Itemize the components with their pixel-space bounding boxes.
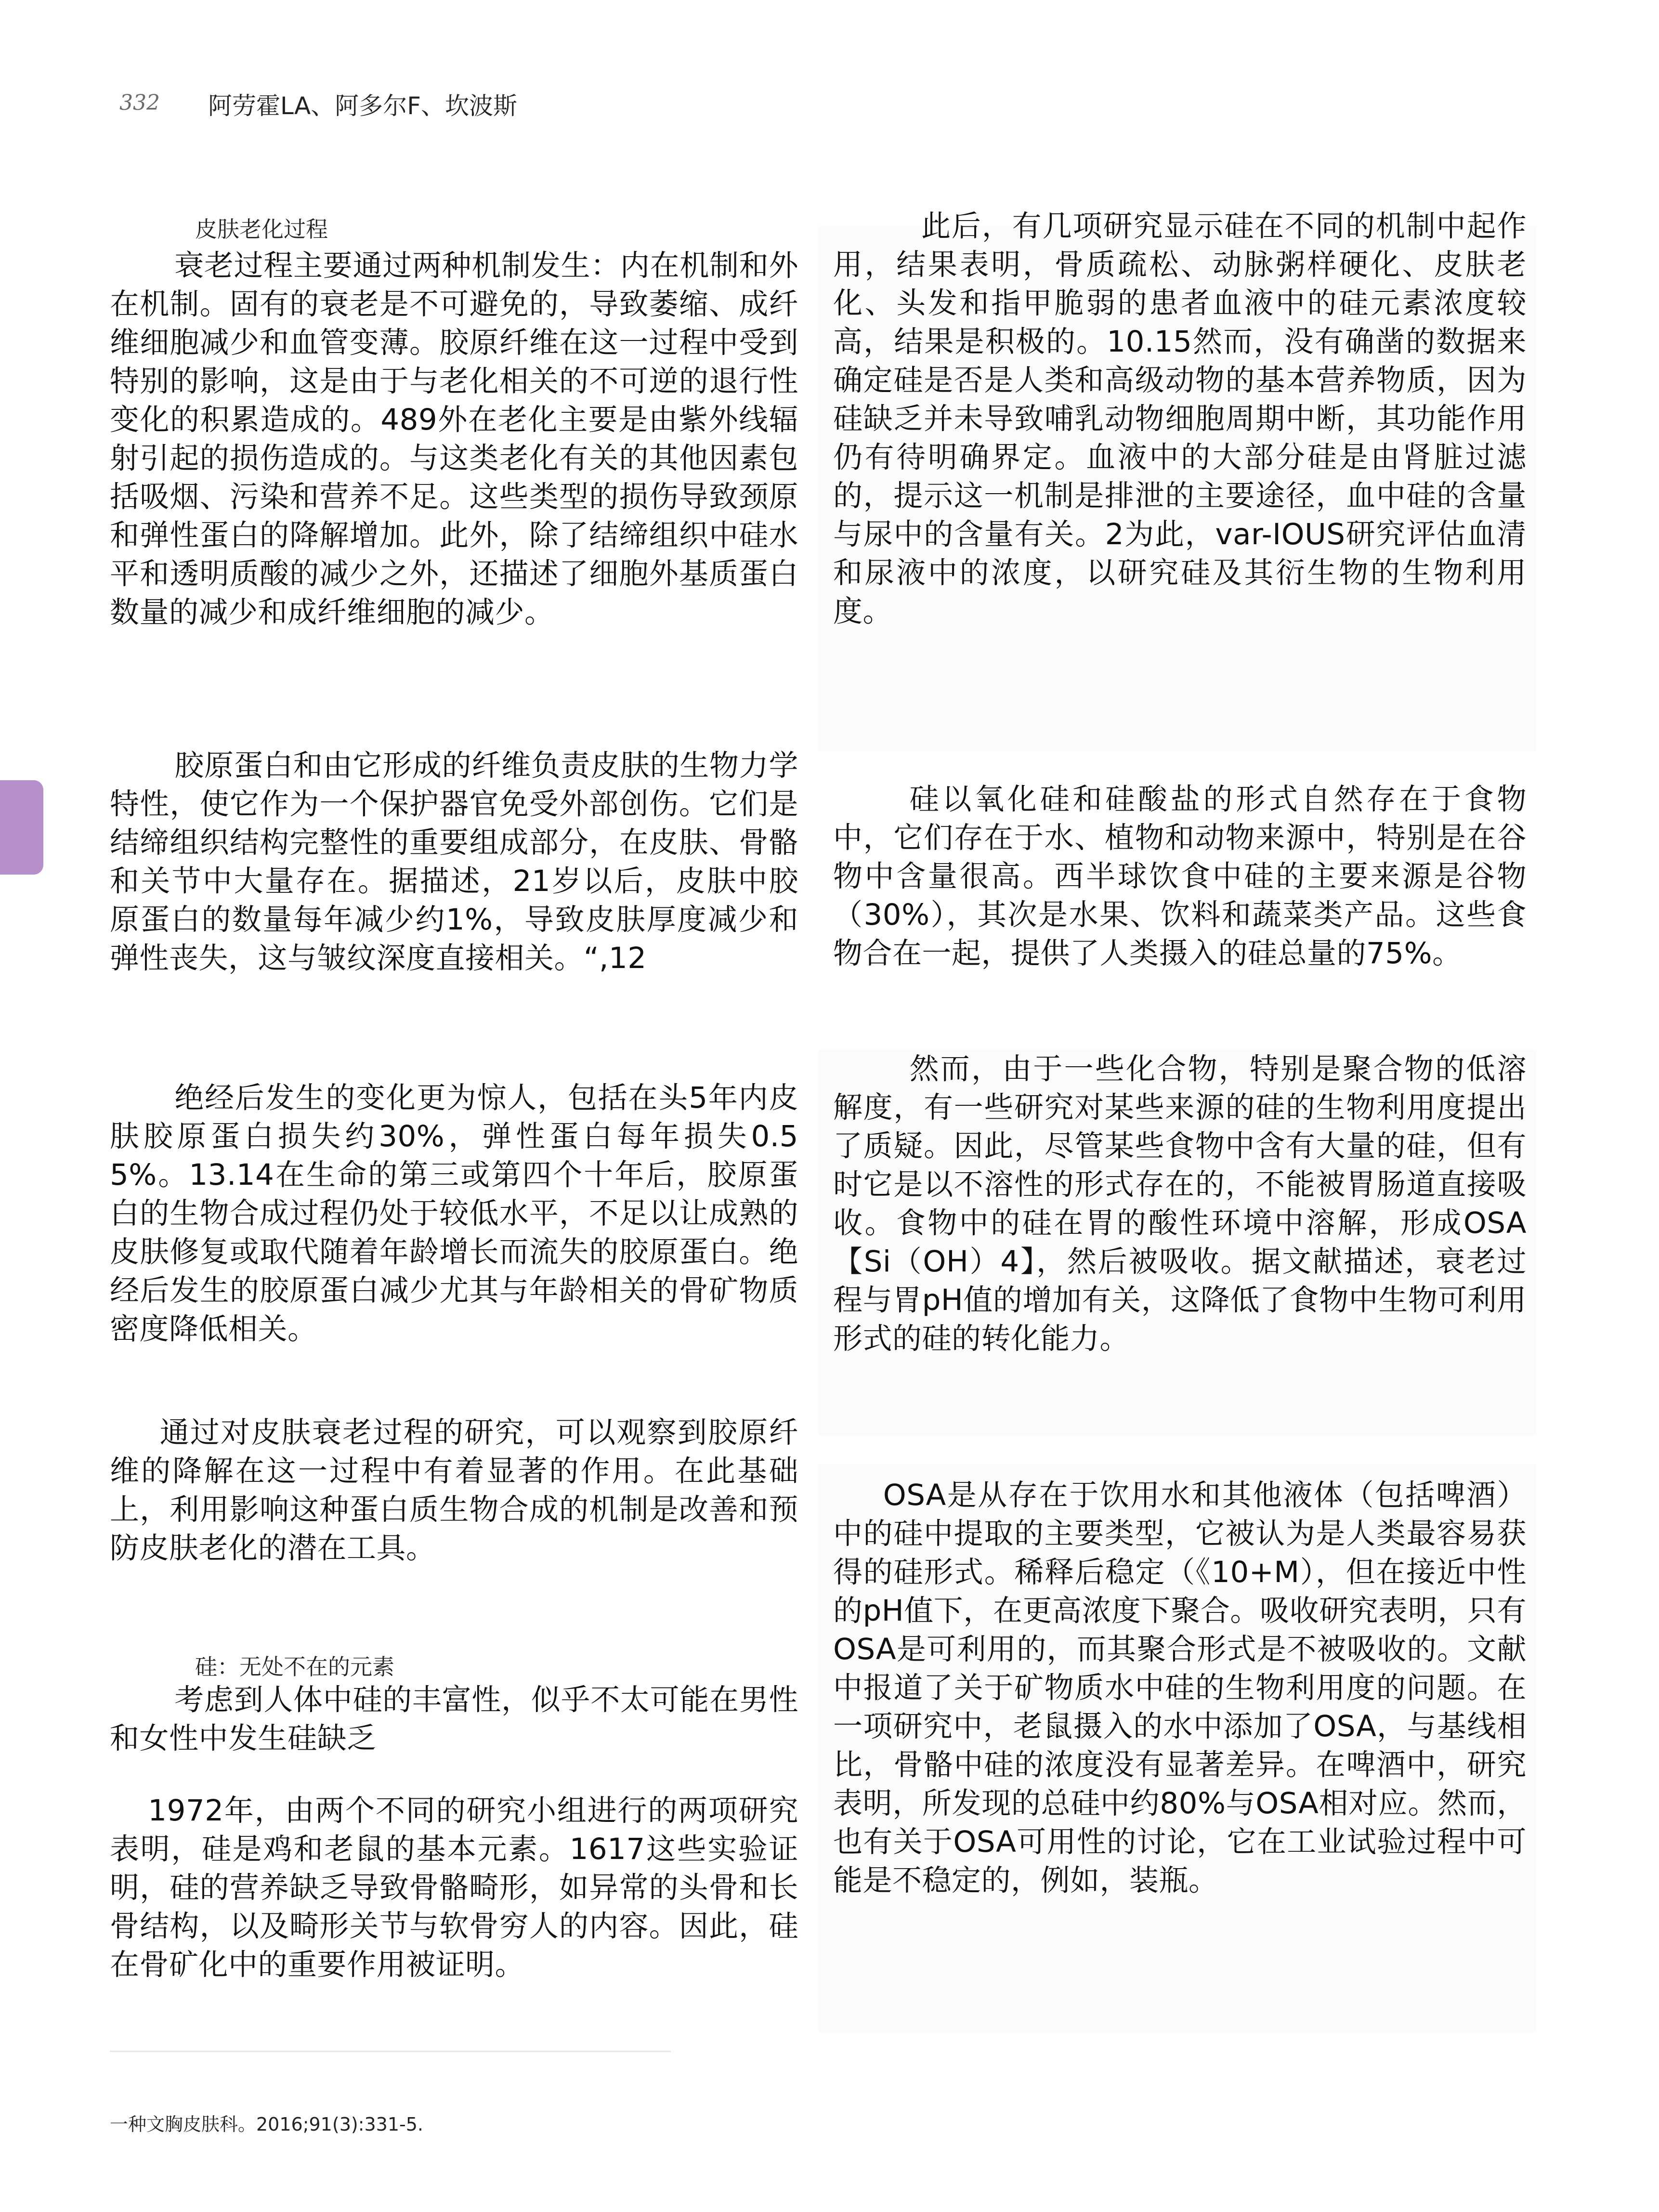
footer-citation: 一种文胸皮肤科。2016;91(3):331-5.: [110, 2114, 423, 2135]
footer-rule: [110, 2051, 671, 2052]
section-heading-skin-aging: 皮肤老化过程: [195, 216, 328, 242]
page-number: 332: [119, 91, 160, 115]
right-paragraph-1: 此后，有几项研究显示硅在不同的机制中起作用，结果表明，骨质疏松、动脉粥样硬化、皮肤老化、头发和指甲脆弱的患者血液中的硅元素浓度较高，结果是积极的。10.15然而，没有确凿的数据来确定硅是否是人类和高级动物的基本营养物质，因为硅缺乏并未导致哺乳动物细胞周期中断，其功能作用仍有待明确界定。血液中的大部分硅是由肾脏过滤的，提示这一机制是排泄的主要途径，血中硅的含量与尿中的含量有关。2为此，var-IOUS研究评估血清和尿液中的浓度，以研究硅及其衍生物的生物利用度。: [833, 209, 1527, 628]
left-paragraph-6: 1972年，由两个不同的研究小组进行的两项研究表明，硅是鸡和老鼠的基本元素。1617这些实验证明，硅的营养缺乏导致骨骼畸形，如异常的头骨和长骨结构，以及畸形关节与软骨穷人的内容。因此，硅在骨矿化中的重要作用被证明。: [110, 1793, 798, 1982]
section-side-tab: [0, 780, 43, 875]
left-paragraph-4: 通过对皮肤衰老过程的研究，可以观察到胶原纤维的降解在这一过程中有着显著的作用。在此基础上，利用影响这种蛋白质生物合成的机制是改善和预防皮肤老化的潜在工具。: [110, 1415, 798, 1565]
left-paragraph-1: 衰老过程主要通过两种机制发生：内在机制和外在机制。固有的衰老是不可避免的，导致萎缩、成纤维细胞减少和血管变薄。胶原纤维在这一过程中受到特别的影响，这是由于与老化相关的不可逆的退行性变化的积累造成的。489外在老化主要是由紫外线辐射引起的损伤造成的。与这类老化有关的其他因素包括吸烟、污染和营养不足。这些类型的损伤导致颈原和弹性蛋白的降解增加。此外，除了结缔组织中硅水平和透明质酸的减少之外，还描述了细胞外基质蛋白数量的减少和成纤维细胞的减少。: [110, 249, 798, 629]
left-paragraph-2: 胶原蛋白和由它形成的纤维负责皮肤的生物力学特性，使它作为一个保护器官免受外部创伤。它们是结缔组织结构完整性的重要组成部分，在皮肤、骨骼和关节中大量存在。据描述，21岁以后，皮肤中胶原蛋白的数量每年减少约1%，导致皮肤厚度减少和弹性丧失，这与皱纹深度直接相关。“,12: [110, 748, 798, 975]
running-head-authors: 阿劳霍LA、阿多尔F、坎波斯: [208, 92, 517, 120]
right-paragraph-3: 然而，由于一些化合物，特别是聚合物的低溶解度，有一些研究对某些来源的硅的生物利用度提出了质疑。因此，尽管某些食物中含有大量的硅，但有时它是以不溶性的形式存在的，不能被胃肠道直接吸收。食物中的硅在胃的酸性环境中溶解，形成OSA【Si（OH）4】，然后被吸收。据文献描述，衰老过程与胃pH值的增加有关，这降低了食物中生物可利用形式的硅的转化能力。: [833, 1052, 1527, 1356]
left-paragraph-3: 绝经后发生的变化更为惊人，包括在头5年内皮肤胶原蛋白损失约30%，弹性蛋白每年损失0.55%。13.14在生命的第三或第四个十年后，胶原蛋白的生物合成过程仍处于较低水平，不足以让成熟的皮肤修复或取代随着年龄增长而流失的胶原蛋白。绝经后发生的胶原蛋白减少尤其与年龄相关的骨矿物质密度降低相关。: [110, 1081, 798, 1346]
right-paragraph-2: 硅以氧化硅和硅酸盐的形式自然存在于食物中，它们存在于水、植物和动物来源中，特别是在谷物中含量很高。西半球饮食中硅的主要来源是谷物（30%），其次是水果、饮料和蔬菜类产品。这些食物合在一起，提供了人类摄入的硅总量的75%。: [833, 782, 1527, 970]
right-paragraph-4: OSA是从存在于饮用水和其他液体（包括啤酒）中的硅中提取的主要类型，它被认为是人类最容易获得的硅形式。稀释后稳定（《10+M），但在接近中性的pH值下，在更高浓度下聚合。吸收研究表明，只有OSA是可利用的，而其聚合形式是不被吸收的。文献中报道了关于矿物质水中硅的生物利用度的问题。在一项研究中，老鼠摄入的水中添加了OSA，与基线相比，骨骼中硅的浓度没有显著差异。在啤酒中，研究表明，所发现的总硅中约80%与OSA相对应。然而，也有关于OSA可用性的讨论，它在工业试验过程中可能是不稳定的，例如，装瓶。: [833, 1478, 1527, 1898]
section-heading-silicon: 硅：无处不在的元素: [195, 1654, 394, 1680]
left-paragraph-5: 考虑到人体中硅的丰富性，似乎不太可能在男性和女性中发生硅缺乏: [110, 1683, 798, 1755]
